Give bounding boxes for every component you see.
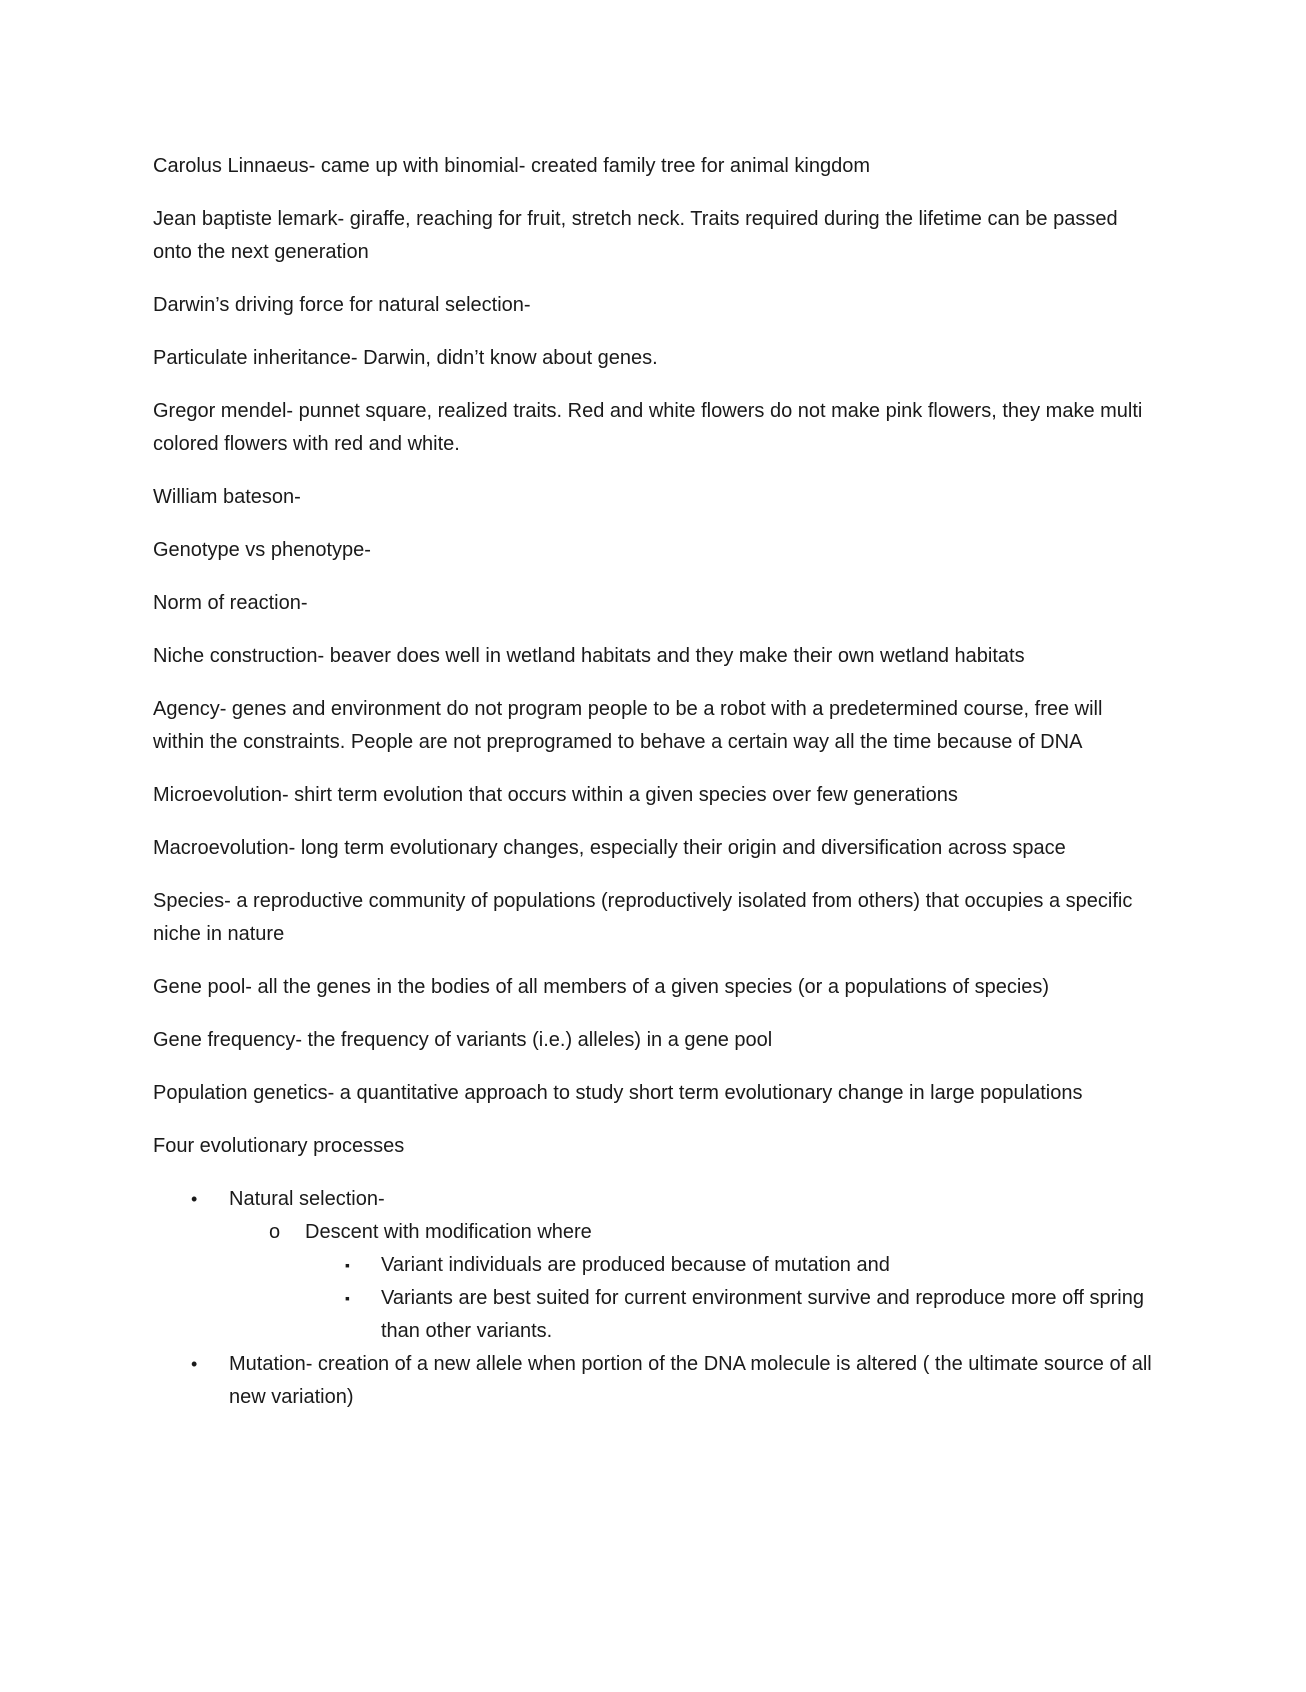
paragraph-norm-of-reaction: Norm of reaction- — [153, 592, 308, 614]
paragraph-microevolution: Microevolution- shirt term evolution that occurs within a given species over few generations — [153, 784, 958, 806]
paragraph-gene-frequency: Gene frequency- the frequency of variants (i.e.) alleles) in a gene pool — [153, 1029, 773, 1051]
paragraph-population-genetics: Population genetics- a quantitative approach to study short term evolutionary change in large populations — [153, 1082, 1083, 1104]
bullet-square-icon: ▪ — [345, 1257, 350, 1273]
evolutionary-processes-list — [153, 1183, 1153, 1414]
list-item-text: Mutation- creation of a new allele when portion of the DNA molecule is altered ( the ultimate source of all new variation) — [229, 1353, 1152, 1408]
paragraph-linnaeus: Carolus Linnaeus- came up with binomial- created family tree for animal kingdom — [153, 155, 870, 177]
document-page — [153, 150, 1153, 1414]
bullet-disc-icon: • — [191, 1354, 198, 1374]
paragraph-lemark: Jean baptiste lemark- giraffe, reaching for fruit, stretch neck. Traits required during the lifetime can be passed onto the next generation — [153, 208, 1118, 263]
paragraph-genotype-phenotype: Genotype vs phenotype- — [153, 539, 371, 561]
list-item-mutation — [191, 1348, 1153, 1414]
list-item-variants-best-suited — [345, 1282, 1153, 1348]
bullet-circle-icon: o — [269, 1221, 281, 1243]
list-item-text: Descent with modification where — [305, 1221, 592, 1243]
paragraph-macroevolution: Macroevolution- long term evolutionary changes, especially their origin and diversification across space — [153, 837, 1066, 859]
paragraph-particulate-inheritance: Particulate inheritance- Darwin, didn’t know about genes. — [153, 347, 658, 369]
bullet-square-icon: ▪ — [345, 1290, 350, 1306]
paragraph-darwin-driving-force: Darwin’s driving force for natural selection- — [153, 294, 531, 316]
list-item-text: Variant individuals are produced because of mutation and — [381, 1254, 890, 1276]
sub-list — [229, 1216, 1153, 1348]
bullet-disc-icon: • — [191, 1189, 198, 1209]
paragraph-species: Species- a reproductive community of populations (reproductively isolated from others) that occupies a specific niche in nature — [153, 890, 1133, 945]
list-item-text: Variants are best suited for current environment survive and reproduce more off spring than other variants. — [381, 1287, 1144, 1342]
list-item-text: Natural selection- — [229, 1188, 385, 1210]
paragraph-mendel: Gregor mendel- punnet square, realized traits. Red and white flowers do not make pink flowers, they make multi colored flowers with red and white. — [153, 400, 1143, 455]
paragraph-agency: Agency- genes and environment do not program people to be a robot with a predetermined course, free will within the constraints. People are not preprogramed to behave a certain way all the time because of DNA — [153, 698, 1103, 753]
paragraph-bateson: William bateson- — [153, 486, 301, 508]
list-item-descent-with-modification — [269, 1216, 1153, 1348]
list-item-variant-individuals — [345, 1249, 1153, 1282]
paragraph-four-processes: Four evolutionary processes — [153, 1135, 405, 1157]
paragraph-gene-pool: Gene pool- all the genes in the bodies of all members of a given species (or a populations of species) — [153, 976, 1050, 998]
paragraph-niche-construction: Niche construction- beaver does well in wetland habitats and they make their own wetland habitats — [153, 645, 1025, 667]
sub-sub-list — [305, 1249, 1153, 1348]
list-item-natural-selection — [191, 1183, 1153, 1348]
